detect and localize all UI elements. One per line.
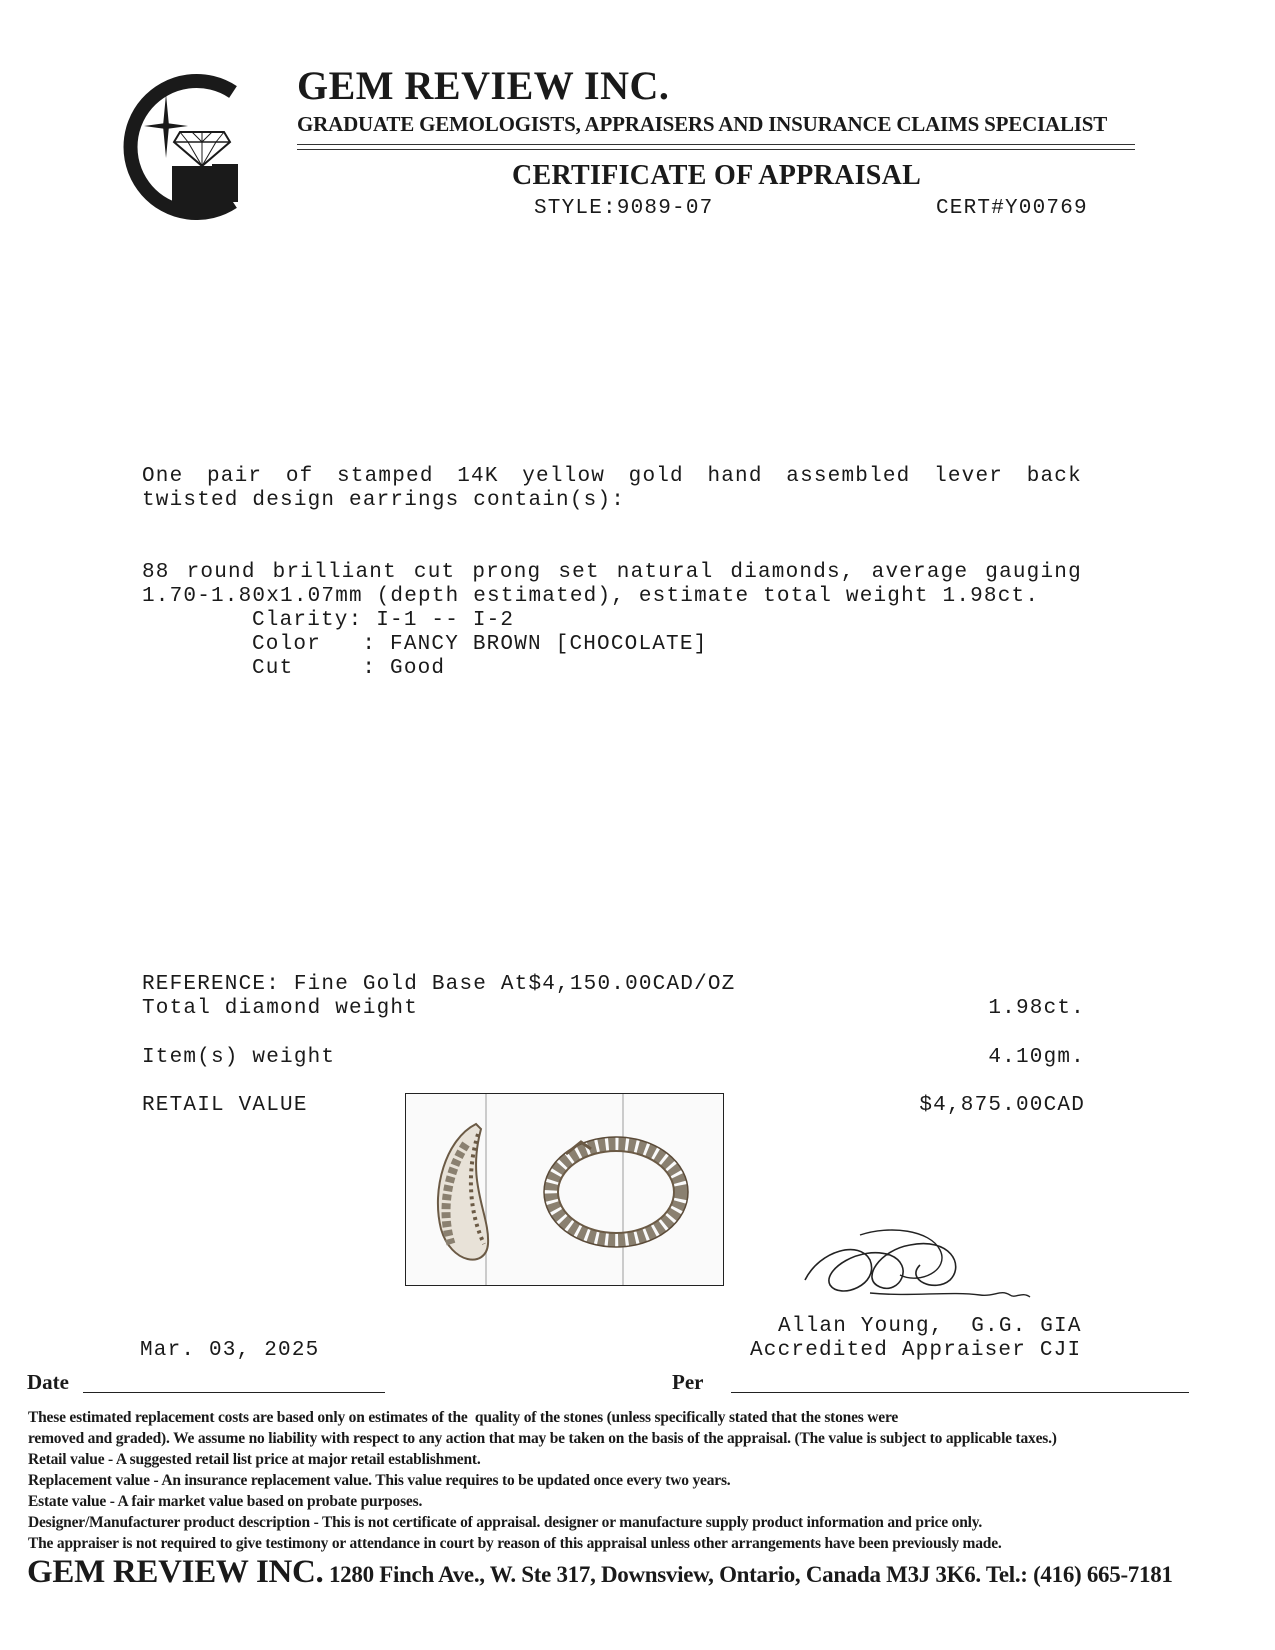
word: back xyxy=(1026,465,1082,488)
per-signature-line xyxy=(731,1392,1189,1393)
footer-address: 1280 Finch Ave., W. Ste 317, Downsview, Ontario, Canada M3J 3K6. Tel.: (416) 665-7181 xyxy=(323,1562,1173,1587)
certificate-number: CERT#Y00769 xyxy=(936,197,1088,220)
disclaimer-line: Retail value - A suggested retail list price at major retail establishment. xyxy=(28,1451,481,1468)
word: 14K xyxy=(457,465,499,488)
word: hand xyxy=(707,465,763,488)
disclaimer-line: Designer/Manufacturer product description - This is not certificate of appraisal. designer or manufacture supply product information and price only. xyxy=(28,1514,983,1531)
retail-value-amount: $4,875.00CAD xyxy=(919,1094,1085,1117)
word: cut xyxy=(413,561,456,584)
disclaimer-line: Estate value - A fair market value based on probate purposes. xyxy=(28,1493,423,1510)
footer xyxy=(27,1554,1173,1591)
disclaimer-line: These estimated replacement costs are based only on estimates of the quality of the stones (unless specifically stated that the stones were xyxy=(28,1409,899,1426)
word: One xyxy=(142,465,184,488)
clarity-spec: Clarity: I-1 -- I-2 xyxy=(252,609,515,632)
appraiser-signature xyxy=(800,1225,1040,1315)
style-number: STYLE:9089-07 xyxy=(534,197,714,220)
item-weight-label: Item(s) weight xyxy=(142,1046,336,1069)
company-tagline: GRADUATE GEMOLOGISTS, APPRAISERS AND INSURANCE CLAIMS SPECIALIST xyxy=(297,112,1108,136)
word: pair xyxy=(207,465,263,488)
company-name: GEM REVIEW INC. xyxy=(297,63,670,108)
item-description-line xyxy=(142,465,1082,488)
word: prong xyxy=(472,561,542,584)
retail-value-label: RETAIL VALUE xyxy=(142,1094,308,1117)
header-divider xyxy=(297,149,1135,150)
stones-description-line xyxy=(142,561,1082,584)
word: diamonds, xyxy=(730,561,855,584)
total-diamond-weight-label: Total diamond weight xyxy=(142,997,419,1020)
cut-spec: Cut : Good xyxy=(252,657,446,680)
color-spec: Color : FANCY BROWN [CHOCOLATE] xyxy=(252,633,708,656)
per-label: Per xyxy=(672,1370,704,1394)
word: assembled xyxy=(786,465,911,488)
disclaimer-line: removed and graded). We assume no liability with respect to any action that may be taken on the basis of the appraisal. (The value is subject to applicable taxes.) xyxy=(28,1430,1057,1447)
word: brilliant xyxy=(272,561,397,584)
appraiser-name: Allan Young, G.G. GIA xyxy=(778,1315,1082,1338)
item-weight-value: 4.10gm. xyxy=(988,1046,1085,1069)
date-signature-line xyxy=(83,1392,385,1393)
footer-company-name: GEM REVIEW INC. xyxy=(27,1554,324,1590)
earrings-illustration xyxy=(406,1094,723,1285)
earrings-photo xyxy=(405,1093,724,1286)
appraiser-credential: Accredited Appraiser CJI xyxy=(750,1339,1082,1362)
company-logo xyxy=(108,70,248,220)
word: natural xyxy=(616,561,714,584)
word: yellow xyxy=(522,465,606,488)
word: of xyxy=(285,465,314,488)
word: lever xyxy=(934,465,1004,488)
certificate-title: CERTIFICATE OF APPRAISAL xyxy=(512,160,922,191)
stones-description-line: 1.70-1.80x1.07mm (depth estimated), estimate total weight 1.98ct. xyxy=(142,585,1040,608)
word: set xyxy=(558,561,600,584)
word: gold xyxy=(628,465,684,488)
word: stamped xyxy=(337,465,434,488)
word: average xyxy=(871,561,969,584)
word: round xyxy=(186,561,256,584)
word: 88 xyxy=(142,561,170,584)
header-divider xyxy=(297,144,1135,145)
gold-reference: REFERENCE: Fine Gold Base At$4,150.00CAD/OZ xyxy=(142,973,736,996)
disclaimer-line: Replacement value - An insurance replacement value. This value requires to be updated once every two years. xyxy=(28,1472,731,1489)
word: gauging xyxy=(985,561,1082,584)
date-label: Date xyxy=(27,1370,69,1394)
appraisal-date: Mar. 03, 2025 xyxy=(140,1339,320,1362)
disclaimer-line: The appraiser is not required to give testimony or attendance in court by reason of this appraisal unless other arrangements have been previously made. xyxy=(28,1535,1002,1552)
item-description-line: twisted design earrings contain(s): xyxy=(142,489,626,512)
total-diamond-weight-value: 1.98ct. xyxy=(988,997,1085,1020)
